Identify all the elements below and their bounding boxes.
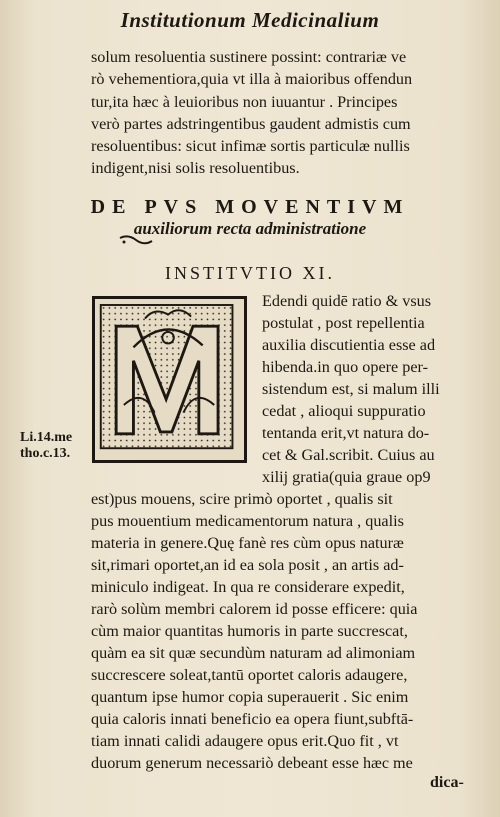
chapter-heading: INSTITVTIO XI. (165, 263, 335, 283)
ornament-icon (118, 232, 154, 246)
text-line: pus mouentium medicamentorum natura , qualis (91, 512, 404, 530)
text-line: tur,ita hæc à leuioribus non iuuantur . Principes (91, 93, 398, 111)
decorated-initial (92, 296, 247, 463)
text-line: hibenda.in quo opere per- (262, 358, 428, 376)
text-line: sit,rimari oportet,an id ea sola posit , an artis ad- (91, 556, 404, 574)
text-line: verò partes adstringentibus gaudent admistis cum (91, 115, 411, 133)
section-title: DE PVS MOVENTIVM (90, 196, 410, 218)
text-line: est)pus mouens, scire primò oportet , qualis sit (91, 490, 393, 508)
text-line: indigent,nisi solis resoluentibus. (91, 159, 300, 177)
catchword: dica- (430, 774, 464, 791)
running-head: Institutionum Medicinalium (120, 8, 380, 32)
text-line: xilij gratia(quia graue op9 (262, 468, 431, 486)
text-line: quantum ipse humor copia superauerit . Sic enim (91, 688, 409, 706)
text-line: duorum generum necessariò debeant esse hæc me (91, 754, 413, 772)
text-line: Edendi quidē ratio & vsus (262, 292, 432, 310)
text-line: miniculo indigeat. In qua re considerare expedit, (91, 578, 405, 596)
text-line: tentanda erit,vt natura do- (262, 424, 430, 442)
text-line: resoluentibus: sicut infimæ sortis particulæ nullis (91, 137, 410, 155)
text-line: postulat , post repellentia (262, 314, 425, 332)
text-line: auxilia discutientia esse ad (262, 336, 436, 354)
text-line: succrescere soleat,tantū oportet caloris adaugere, (91, 666, 408, 684)
text-line: solum resoluentia sustinere possint: contrariæ ve (91, 48, 407, 66)
text-line: rarò solùm membri calorem id posse efficere: quia (91, 600, 418, 618)
margin-note: Li.14.me (20, 430, 73, 445)
text-line: sistendum est, si malum illi (262, 380, 440, 398)
decorated-initial-art (95, 299, 244, 460)
text-line: rò vehementiora,quia vt illa à maioribus offendun (91, 70, 413, 88)
margin-note: tho.c.13. (20, 446, 71, 461)
text-line: quàm ea sit quæ secundùm naturam ad alimoniam (91, 644, 416, 662)
text-line: tiam innati calidi adaugere opus erit.Quo fit , vt (91, 732, 399, 750)
section-subtitle: auxiliorum recta administratione (133, 219, 367, 238)
text-line: cùm maior quantitas humoris in parte succrescat, (91, 622, 408, 640)
text-line: materia in genere.Quę fanè res cùm opus naturæ (91, 534, 404, 552)
text-line: cet & Gal.scribit. Cuius au (262, 446, 435, 464)
text-line: quia caloris innati beneficio ea opera fiunt,subftā- (91, 710, 414, 728)
text-line: cedat , alioqui suppuratio (262, 402, 426, 420)
